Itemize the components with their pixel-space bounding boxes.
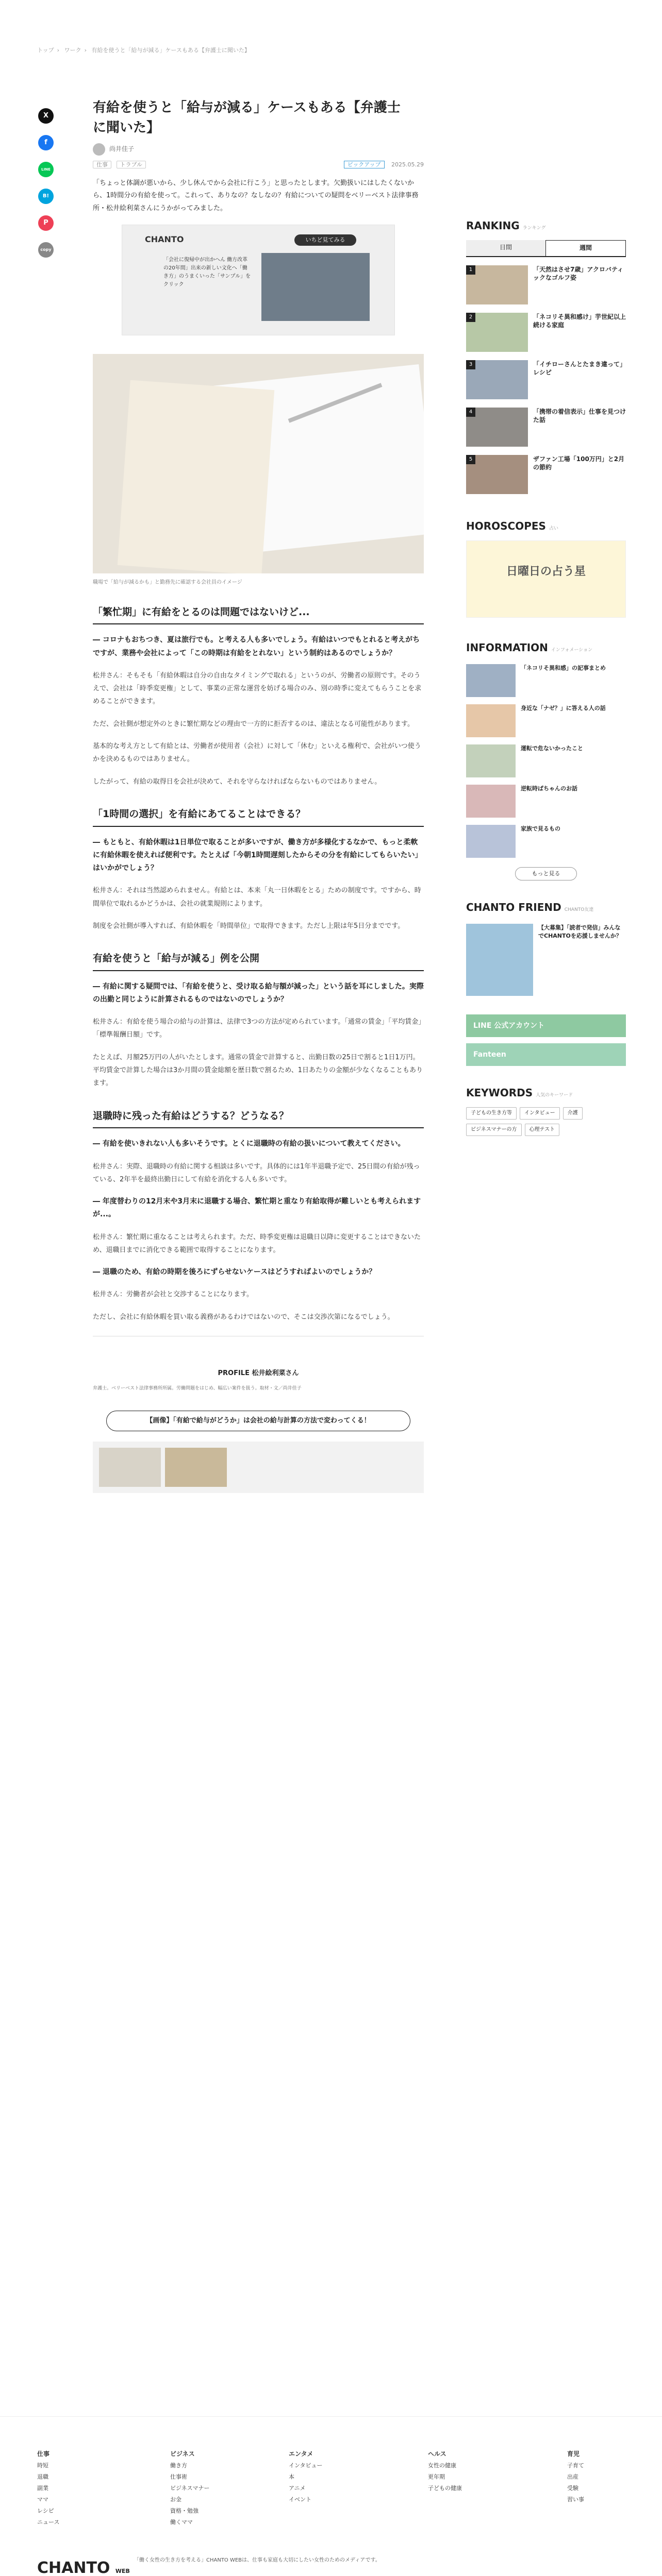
footer-link[interactable]: ママ xyxy=(37,2496,48,2503)
line-banner[interactable]: LINE 公式アカウント xyxy=(466,1014,626,1037)
tab-weekly[interactable]: 週間 xyxy=(545,240,626,256)
paragraph: 松井さん：繁忙期に重なることは考えられます。ただ、時季変更権は退職日以降に変更することはできないため、退職日までに消化できる範囲で取得することになります。 xyxy=(93,1233,421,1254)
info-item[interactable]: 家族で見るもの xyxy=(466,825,626,858)
footer-link[interactable]: 働くママ xyxy=(170,2519,193,2526)
information-heading: INFORMATION インフォメーション xyxy=(466,641,593,654)
hatena-share-icon[interactable]: B! xyxy=(38,189,54,204)
x-share-icon[interactable]: X xyxy=(38,108,54,124)
article-lead: 「ちょっと体調が悪いから、少し休んでから会社に行こう」と思ったとします。欠勤扱いにはしたくないから、1時間分の有給を使って。これって、ありなの？なしなの？有給についての疑問をベリーベスト法律事務所・松井絵利菜さんにうかがってみました。 xyxy=(93,179,419,213)
footer-logo[interactable]: CHANTO WEB xyxy=(37,2559,130,2576)
interview-question: ― 有給に関する疑問では、「有給を使うと、受け取る給与額が減った」という話を耳にしました。実際の出勤と同じように計算されるものではないのでしょうか？ xyxy=(93,982,424,1004)
breadcrumb: トップ › ワーク › 有給を使うと「給与が減る」ケースもある【弁護士に聞いた】 xyxy=(37,47,250,54)
footer-link[interactable]: 仕事術 xyxy=(170,2473,187,2480)
salary-envelope-illustration xyxy=(93,354,424,573)
author-name: 尚井佳子 xyxy=(109,145,135,153)
gallery-thumbnails xyxy=(93,1442,424,1493)
pocket-share-icon[interactable]: P xyxy=(38,215,54,231)
footer-col: 仕事 時短 退職 副業 ママ レシピ ニュース xyxy=(37,2450,60,2526)
footer-link[interactable]: ニュース xyxy=(37,2519,60,2526)
footer-link[interactable]: 子どもの健康 xyxy=(428,2485,462,2492)
pickup-badge: ピックアップ xyxy=(344,161,385,168)
footer-link[interactable]: 受験 xyxy=(567,2485,578,2492)
footer-link[interactable]: 副業 xyxy=(37,2485,48,2492)
interview-question: ― 有給を使いきれない人も多いそうです。とくに退職時の有給の扱いについて教えてください。 xyxy=(93,1140,405,1148)
friend-item[interactable]: 【大募集】「読者で発信」みんなでCHANTOを応援しませんか？ xyxy=(466,924,626,996)
footer-link[interactable]: ビジネスマナー xyxy=(170,2485,210,2492)
footer-link[interactable]: お金 xyxy=(170,2496,181,2503)
footer-description: 「働く女性の生き方を考える」CHANTO WEBは、仕事も家庭も大切にしたい女性のためのメディアです。 xyxy=(134,2557,380,2563)
promo-text: 「会社に復帰中が出かへん 働方改革の20年間」出来の新しい文化へ「働き方」のうまくいった「サンプル」をクリック xyxy=(163,257,251,287)
promo-box[interactable] xyxy=(122,225,395,335)
gallery-thumb[interactable] xyxy=(99,1448,161,1487)
footer-link[interactable]: 子育て xyxy=(567,2462,584,2469)
tab-daily[interactable]: 日間 xyxy=(466,240,545,256)
footer-link[interactable]: 資格・勉強 xyxy=(170,2507,198,2514)
keyword-tag[interactable]: 子どもの生き方等 xyxy=(466,1107,517,1120)
paragraph: 松井さん：実際、退職時の有給に関する相談は多いです。具体的には1年半退職予定で、25日間の有給が残っている、2年半を最終出勤日にして有給を消化する人も多いです。 xyxy=(93,1162,420,1183)
interview-question: ― もともと、有給休暇は1日単位で取ることが多いですが、働き方が多様化するなかで、もっと柔軟に有給休暇を使えれば便利です。たとえば「今朝1時間遅刻したからその分を有給にしてもらいたい」はいかがでしょう？ xyxy=(93,838,422,873)
paragraph: 松井さん：労働者が会社と交渉することになります。 xyxy=(93,1291,253,1299)
info-item[interactable]: 身近な「ナゼ？」に答える人の話 xyxy=(466,704,626,737)
ranking-item[interactable]: 2 「ネコリそ異和感け」芋世紀以上続ける家庭 xyxy=(466,313,626,352)
footer-link[interactable]: 出産 xyxy=(567,2473,578,2480)
paragraph: たとえば、月額25万円の人がいたとします。通常の賃金で計算すると、出勤日数の25日で割ると1日1万円。平均賃金で計算した場合は3か月間の賃金総額を歴日数で割るため、1日あたりの金額が少なくなることもあります。 xyxy=(93,1053,423,1088)
facebook-share-icon[interactable]: f xyxy=(38,135,54,150)
line-share-icon[interactable]: LINE xyxy=(38,162,54,177)
more-button[interactable]: もっと見る xyxy=(515,867,577,880)
keyword-tag[interactable]: ビジネスマナーの方 xyxy=(466,1124,522,1136)
interview-question: ― コロナもおちつき、夏は旅行でも。と考える人も多いでしょう。有給はいつでもとれると考えがちですが、業務や会社によって「この時期は有給をとれない」という制約はあるのでしょうか？ xyxy=(93,636,420,657)
footer-link[interactable]: 本 xyxy=(289,2473,294,2480)
interview-question: ― 年度替わりの12月末や3月末に退職する場合、繁忙期と重なり有給取得が難しいとも考えられますが...。 xyxy=(93,1197,421,1219)
tag-work[interactable]: 仕事 xyxy=(93,161,111,168)
paragraph: 制度を会社側が導入すれば、有給休暇を「時間単位」で取得できます。ただし上限は年5日分までです。 xyxy=(93,922,405,930)
profile-text: 弁護士。ベリーベスト法律事務所所属。労働問題をはじめ、幅広い案件を扱う。取材・文／尚井佳子 xyxy=(93,1385,302,1391)
footer-link[interactable]: レシピ xyxy=(37,2507,54,2514)
article-meta xyxy=(93,160,424,170)
sidebar xyxy=(466,216,626,1140)
breadcrumb-category[interactable]: ワーク xyxy=(64,47,81,54)
footer-col: ヘルス 女性の健康 更年期 子どもの健康 xyxy=(428,2450,462,2492)
footer-link[interactable]: 時短 xyxy=(37,2462,48,2469)
article xyxy=(93,98,424,1493)
tag-trouble[interactable]: トラブル xyxy=(117,161,146,168)
info-item[interactable]: 逆転時ばちゃんのお話 xyxy=(466,785,626,818)
profile-title: PROFILE 松井絵利菜さん xyxy=(218,1369,299,1378)
promo-logo: CHANTO xyxy=(145,234,184,244)
footer xyxy=(0,2416,662,2576)
footer-col: 育児 子育て 出産 受験 習い事 xyxy=(567,2450,584,2503)
footer-link[interactable]: インタビュー xyxy=(289,2462,323,2469)
ranking-tabs xyxy=(466,240,626,257)
paragraph: 松井さん：有給を使う場合の給与の計算は、法律で3つの方法が定められています。「通常の賃金」「平均賃金」「標準報酬日額」です。 xyxy=(93,1018,422,1039)
footer-link[interactable]: 更年期 xyxy=(428,2473,445,2480)
interview-question: ― 退職のため、有給の時期を後ろにずらせないケースはどうすればよいのでしょうか？ xyxy=(93,1268,376,1277)
horoscope-heading: HOROSCOPES 占い xyxy=(466,519,558,532)
ranking-item[interactable]: 3 「イチローさんとたまき違って」レシピ xyxy=(466,360,626,399)
info-item[interactable]: 「ネコリそ異和感」の記事まとめ xyxy=(466,664,626,697)
publish-date: 2025.05.29 xyxy=(391,161,424,168)
paragraph: 基本的な考え方として有給とは、労働者が使用者（会社）に対して「休む」といえる権利で、会社がいつ使うかを決めるものではありません。 xyxy=(93,742,421,764)
section-heading-3: 有給を使うと「給与が減る」例を公開 xyxy=(93,951,424,971)
promo-button[interactable]: いちど見てみる xyxy=(294,234,356,246)
gallery-thumb[interactable] xyxy=(165,1448,227,1487)
paragraph: ただ、会社側が想定外のときに繁忙期などの理由で一方的に拒否するのは、違法となる可能性があります。 xyxy=(93,720,414,728)
info-item[interactable]: 運転で危ないかったこと xyxy=(466,744,626,777)
paragraph: 松井さん：そもそも「有給休暇は自分の自由なタイミングで取れる」というのが、労働者の原則です。そのうえで、会社は「時季変更権」として、事業の正常な運営を妨げる場合のみ、別の時季に変えてもらうことを求めることができます。 xyxy=(93,671,422,706)
footer-link[interactable]: 習い事 xyxy=(567,2496,584,2503)
footer-link[interactable]: 女性の健康 xyxy=(428,2462,456,2469)
footer-link[interactable]: 退職 xyxy=(37,2473,48,2480)
footer-link[interactable]: アニメ xyxy=(289,2485,306,2492)
related-article-button[interactable]: 【画像】「有給で給与がどうか」は会社の給与計算の方法で変わってくる！ xyxy=(106,1411,410,1431)
footer-col: ビジネス 働き方 仕事術 ビジネスマナー お金 資格・勉強 働くママ xyxy=(170,2450,210,2526)
section-heading-1: 「繁忙期」に有給をとるのは問題ではないけど... xyxy=(93,605,424,625)
ranking-item[interactable]: 5 ザファン工場「100万円」と2月の節約 xyxy=(466,455,626,494)
ranking-item[interactable]: 4 「携帯の着信表示」仕事を見つけた話 xyxy=(466,408,626,447)
copy-link-icon[interactable]: copy xyxy=(38,242,54,258)
fanteen-banner[interactable]: Fanteen xyxy=(466,1043,626,1066)
share-bar xyxy=(38,108,55,269)
keyword-tag[interactable]: 介護 xyxy=(563,1107,583,1120)
footer-link[interactable]: イベント xyxy=(289,2496,311,2503)
ranking-heading: RANKING ランキング xyxy=(466,219,546,232)
breadcrumb-top[interactable]: トップ xyxy=(37,47,54,54)
footer-link[interactable]: 働き方 xyxy=(170,2462,187,2469)
footer-col: エンタメ インタビュー 本 アニメ イベント xyxy=(289,2450,323,2503)
author[interactable] xyxy=(93,143,424,156)
avatar xyxy=(93,143,105,156)
hero-caption: 職場で「給与が減るかも」と勤務先に確認する会社員のイメージ xyxy=(93,579,242,585)
article-title: 有給を使うと「給与が減る」ケースもある【弁護士に聞いた】 xyxy=(93,100,401,135)
hero-image xyxy=(93,354,424,573)
friend-heading: CHANTO FRIEND CHANTO友達 xyxy=(466,901,594,913)
section-heading-2: 「1時間の選択」を有給にあてることはできる？ xyxy=(93,807,424,827)
section-heading-4: 退職時に残った有給はどうする？どうなる？ xyxy=(93,1109,424,1129)
paragraph: ただし、会社に有給休暇を買い取る義務があるわけではないので、そこは交渉次第になるでしょう。 xyxy=(93,1313,394,1321)
breadcrumb-current: 有給を使うと「給与が減る」ケースもある【弁護士に聞いた】 xyxy=(91,47,250,54)
horoscope-banner[interactable]: 日曜日の占う星 xyxy=(466,540,626,618)
keyword-tag[interactable]: インタビュー xyxy=(520,1107,560,1120)
paragraph: したがって、有給の取得日を会社が決めて、それを守らなければならないものではありません。 xyxy=(93,777,382,786)
keyword-list xyxy=(466,1107,626,1140)
keywords-heading: KEYWORDS 人気のキーワード xyxy=(466,1086,573,1099)
ranking-item[interactable]: 1 「天然はさせ7歳」アクロバティックなゴルフ姿 xyxy=(466,265,626,304)
paragraph: 松井さん：それは当然認められません。有給とは、本来「丸一日休暇をとる」ための制度です。ですから、時間単位で取れるかどうかは、会社の就業規則によります。 xyxy=(93,887,421,908)
keyword-tag[interactable]: 心理テスト xyxy=(525,1124,560,1136)
promo-photo xyxy=(261,253,370,321)
